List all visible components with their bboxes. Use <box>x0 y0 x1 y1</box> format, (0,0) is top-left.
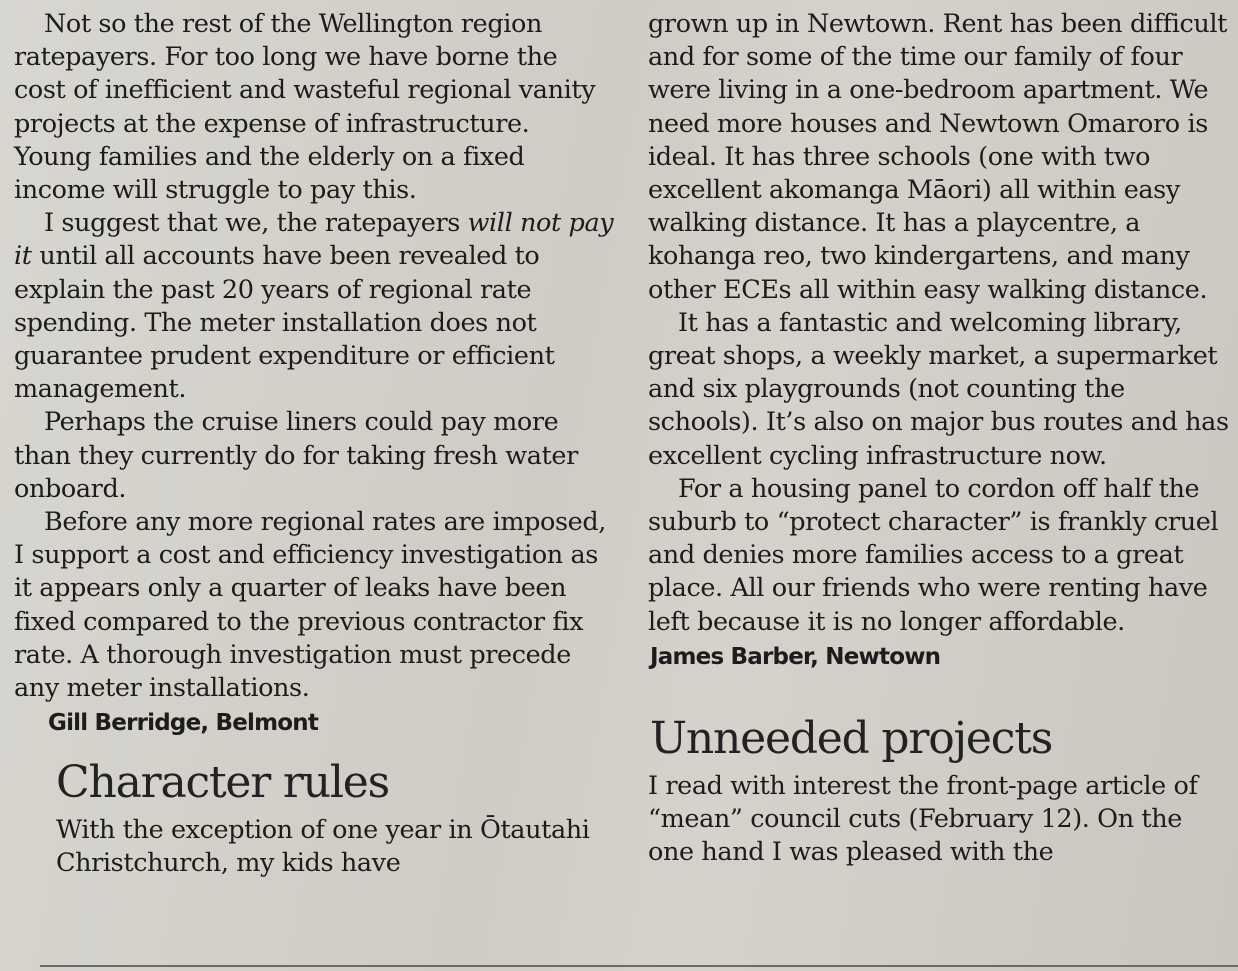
letter-text: I suggest that we, the ratepayers <box>44 208 468 239</box>
right-column <box>648 8 1233 869</box>
letter-paragraph: It has a fantastic and welcoming library, great shops, a weekly market, a supermarket and six playgrounds (not counting the schools). It’s also on major bus routes and has excellent cycling infrastructure now. <box>648 307 1229 471</box>
letter-paragraph <box>14 207 614 406</box>
letter-paragraph: Not so the rest of the Wellington region ratepayers. For too long we have borne the cost of inefficient and wasteful regional vanity projects at the expense of infrastructure. Young families and the elderly on a fixed income will struggle to pay this. <box>14 9 596 206</box>
letter-text: until all accounts have been revealed to explain the past 20 years of regional rate spending. The meter installation does not guarantee prudent expenditure or efficient management. <box>14 241 555 405</box>
letter-paragraph: For a housing panel to cordon off half the suburb to “protect character” is frankly cruel and denies more families access to a great place. All our friends who were renting have left because it is no longer affordable. <box>648 473 1219 637</box>
letter-paragraph: With the exception of one year in Ōtautahi Christchurch, my kids have <box>56 815 590 879</box>
letter-headline: Character rules <box>56 757 389 809</box>
letter-signature: James Barber, Newtown <box>650 643 941 670</box>
letter-paragraph: Perhaps the cruise liners could pay more than they currently do for taking fresh water onboard. <box>14 407 578 504</box>
letter-headline: Unneeded projects <box>650 712 1053 764</box>
letter-signature: Gill Berridge, Belmont <box>48 710 319 737</box>
column-rule <box>40 965 1238 967</box>
letter-paragraph: grown up in Newtown. Rent has been difficult and for some of the time our family of four were living in a one-bedroom apartment. We need more houses and Newtown Omaroro is ideal. It has three schools (one with two excellent akomanga Māori) all within easy walking distance. It has a playcentre, a kohanga reo, two kindergartens, and many other ECEs all within easy walking distance. <box>648 9 1227 305</box>
letter-paragraph: Before any more regional rates are imposed, I support a cost and efficiency investigation as it appears only a quarter of leaks have been fixed compared to the previous contractor fix rate. A thorough investigation must precede any meter installations. <box>14 507 606 704</box>
left-column <box>14 8 614 881</box>
letter-paragraph: I read with interest the front-page article of “mean” council cuts (February 12). On the one hand I was pleased with the <box>648 770 1198 868</box>
emphasis-text: will not pay it <box>14 208 614 272</box>
